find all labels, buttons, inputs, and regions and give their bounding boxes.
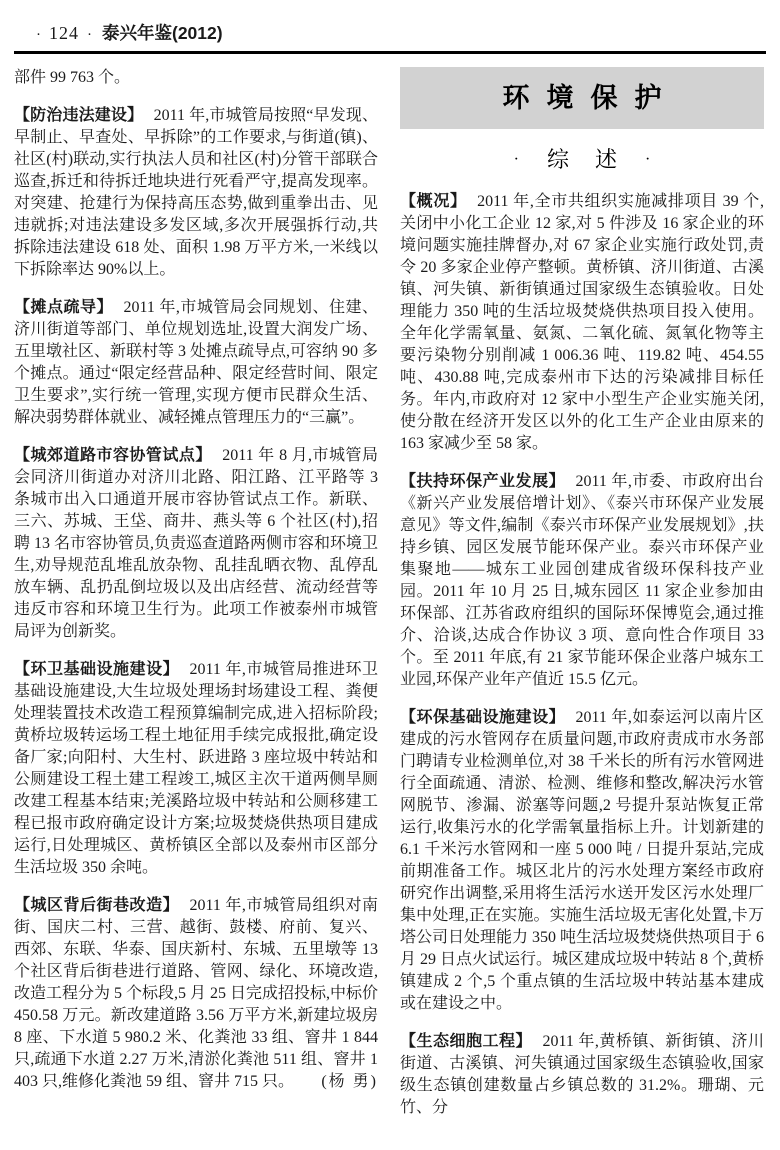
entry-title: 【生态细胞工程】 — [400, 1033, 533, 1050]
header-rule — [14, 51, 766, 54]
chapter-title-banner: 环境保护 — [400, 67, 764, 129]
entry-body: 2011 年,市城管局组织对南街、国庆二村、三营、越街、鼓楼、府前、复兴、西郊、东联、华泰、国庆新村、东城、五里墩等 13 个社区背后街巷进行道路、管网、绿化、环境改造,改造工程分为 5 个标段,5 月 25 日完成招投标,中标价 450.58 万元。新改建道路 3.56 万平方米,新建垃圾房 8 座、下水道 5 980.2 米、化粪池 33 组、窨井 1 844 只,疏通下水道 2.27 万米,清淤化粪池 511 组、窨井 1 403 只,维修化粪池 59 组、窨井 715 只。 — [14, 897, 379, 1090]
entry-title: 【防治违法建设】 — [14, 107, 144, 124]
section-heading — [400, 149, 764, 171]
entry-title: 【城区背后街巷改造】 — [14, 897, 180, 914]
two-column-layout — [14, 67, 766, 1135]
entry-title: 【摊点疏导】 — [14, 299, 114, 316]
author-signature: (杨 勇) — [321, 1073, 378, 1090]
entry-paragraph — [14, 895, 378, 1093]
page-number: 124 — [49, 23, 79, 43]
entry-title: 【城郊道路市容协管试点】 — [14, 447, 212, 464]
running-head-dot: · — [36, 27, 41, 43]
running-head-dot: · — [87, 27, 92, 43]
entry-body: 2011 年,市城管局会同规划、住建、济川街道等部门、单位规划选址,设置大润发广场、五里墩社区、新联村等 3 处摊点疏导点,可容纳 90 多个摊点。通过“限定经营品种、限定经营时间、限定卫生要求”,实行统一管理,实现方便市民群众生活、解决弱势群体就业、减轻摊点管理压力的“三赢”。 — [14, 299, 379, 426]
section-dot-left: · — [513, 151, 519, 168]
entry-paragraph — [400, 471, 764, 691]
entry-body: 2011 年,如泰运河以南片区建成的污水管网存在质量问题,市政府责成市水务部门聘请专业检测单位,对 38 千米长的所有污水管网进行全面疏通、清淤、检测、维修和整改,解决污水管网脱节、渗漏、淤塞等问题,2 号提升泵站恢复正常运行,收集污水的化学需氧量指标上升。计划新建的 6.1 千米污水管网和一座 5 000 吨 / 日提升泵站,完成前期准备工作。城区北片的污水处理方案经市政府研究作出调整,采用将生活污水送开发区污水处理厂集中处理,正在实施。实施生活垃圾无害化处置,卡万塔公司日处理能力 350 吨生活垃圾焚烧供热项目于 6 月 29 日点火试运行。城区建成垃圾中转站 8 个,黄桥镇建成 2 个,5 个重点镇的生活垃圾中转站基本建成或在建设之中。 — [400, 709, 765, 1012]
entry-title: 【环卫基础设施建设】 — [14, 661, 180, 678]
left-column — [14, 67, 378, 1135]
section-title: 综述 — [546, 147, 643, 172]
entry-paragraph — [14, 105, 378, 281]
entry-body: 2011 年 8 月,市城管局会同济川街道办对济川北路、阳江路、江平路等 3 条城市出入口通道开展市容协管试点工作。新联、三六、苏城、王垈、商井、燕头等 6 个社区(村),招聘 13 名市容协管员,负责巡查道路两侧市容和环境卫生,劝导规范乱堆乱放杂物、乱挂乱晒衣物、乱停乱放车辆、乱扔乱倒垃圾以及出店经营、流动经营等违反市容和环境卫生行为。此项工作被泰州市城管局评为创新奖。 — [14, 447, 379, 640]
entry-body: 2011 年,市城管局按照“早发现、早制止、早查处、早拆除”的工作要求,与街道(镇)、社区(村)联动,实行执法人员和社区(村)分管干部联合巡查,拆迁和待拆迁地块进行死看严守,提高发现率。对突建、抢建行为保持高压态势,做到重拳出击、见违就拆;对违法建设多发区域,多次开展强拆行动,共拆除违法建设 618 处、面积 1.98 万平方米,一米线以下拆除率达 90%以上。 — [14, 107, 378, 278]
continuation-text: 部件 99 763 个。 — [14, 69, 131, 86]
entry-paragraph — [14, 297, 378, 429]
entry-title: 【概况】 — [400, 193, 467, 210]
entry-body: 2011 年,全市共组织实施减排项目 39 个,关闭中小化工企业 12 家,对 5 件涉及 16 家企业的环境问题实施挂牌督办,对 67 家企业实施行政处罚,责令 20 多家企业停产整顿。黄桥镇、济川街道、古溪镇、河失镇、新街镇通过国家级生态镇验收。日处理能力 350 吨的生活垃圾焚烧供热项目投入使用。全年化学需氧量、氨氮、二氧化硫、氮氧化物等主要污染物分别削减 1 006.36 吨、119.82 吨、454.55 吨、430.88 吨,完成泰州市下达的污染减排目标任务。年内,市政府对 12 家中小型生产企业实施关闭,使分散在经济开发区以外的化工生产企业由原来的 163 家减少至 58 家。 — [400, 193, 764, 452]
section-dot-right: · — [645, 151, 651, 168]
entry-title: 【扶持环保产业发展】 — [400, 473, 566, 490]
running-head — [14, 18, 766, 51]
entry-paragraph — [400, 191, 764, 455]
entry-body: 2011 年,市城管局推进环卫基础设施建设,大生垃圾处理场封场建设工程、粪便处理装置技术改造工程预算编制完成,进入招标阶段;黄桥垃圾转运场工程土地征用手续完成报批,确定设备厂家;向阳村、大生村、跃进路 3 座垃圾中转站和公厕建设工程土建工程竣工,城区主次干道两侧旱厕改建工程基本结束;羌溪路垃圾中转站和公厕移建工程已报市政府确定设计方案;垃圾焚烧供热项目建成运行,日处理城区、黄桥镇区全部以及泰州市区部分生活垃圾 350 余吨。 — [14, 661, 378, 876]
entry-body: 2011 年,市委、市政府出台《新兴产业发展倍增计划》、《泰兴市环保产业发展意见》等文件,编制《泰兴市环保产业发展规划》,扶持乡镇、园区发展节能环保产业。泰兴市环保产业集聚地——城东工业园创建成省级环保科技产业园。2011 年 10 月 25 日,城东园区 11 家企业参加由环保部、江苏省政府组织的国际环保博览会,通过推介、洽谈,达成合作协议 3 项、意向性合作项目 33 个。至 2011 年底,有 21 家节能环保企业落户城东工业园,环保产业年产值近 15.5 亿元。 — [400, 473, 764, 688]
entry-paragraph — [400, 1031, 764, 1119]
entry-title: 【环保基础设施建设】 — [400, 709, 566, 726]
right-column — [400, 67, 764, 1135]
entry-paragraph — [14, 445, 378, 643]
entry-paragraph — [14, 659, 378, 879]
entry-paragraph — [400, 707, 764, 1015]
book-title: 泰兴年鉴(2012) — [102, 23, 223, 43]
entry-body: 2011 年,黄桥镇、新街镇、济川街道、古溪镇、河失镇通过国家级生态镇验收,国家级生态镇创建数量占乡镇总数的 31.2%。珊瑚、元竹、分 — [400, 1033, 764, 1116]
